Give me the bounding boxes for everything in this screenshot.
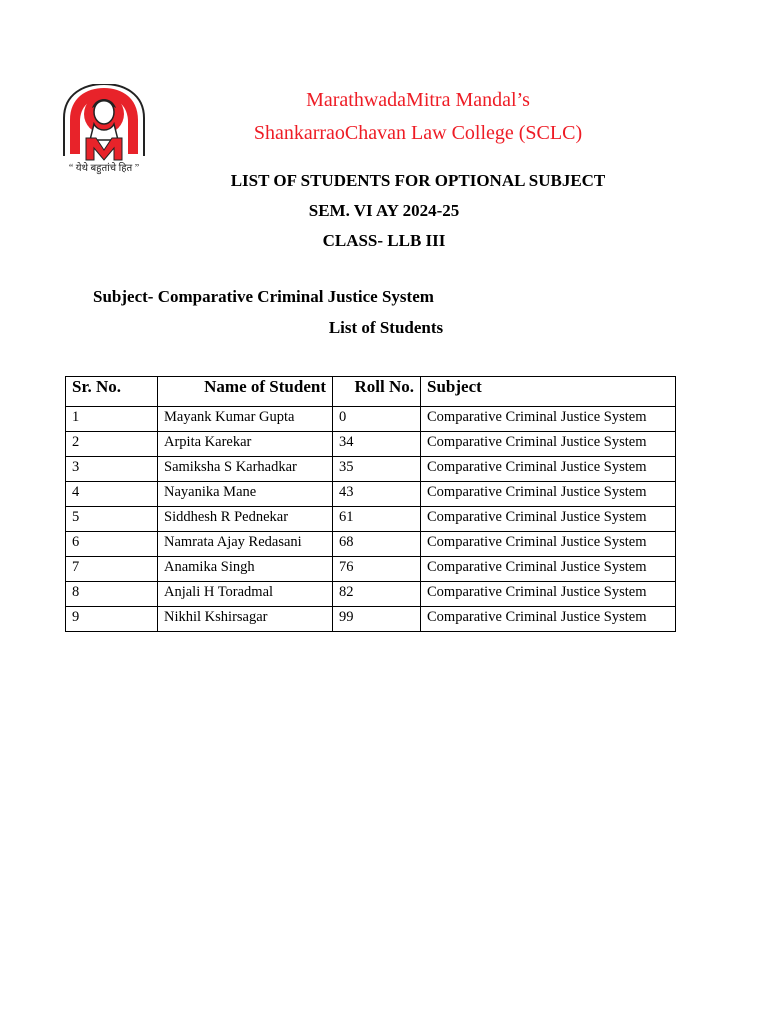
cell-roll-no: 76 [333, 557, 421, 582]
cell-subject: Comparative Criminal Justice System [421, 407, 676, 432]
header-roll-no: Roll No. [333, 377, 421, 407]
cell-sr-no: 7 [66, 557, 158, 582]
table-row [66, 532, 676, 557]
table-row [66, 557, 676, 582]
cell-sr-no: 4 [66, 482, 158, 507]
class-line: CLASS- LLB III [322, 231, 446, 250]
header-student-name: Name of Student [158, 377, 333, 407]
table-row [66, 507, 676, 532]
table-row [66, 607, 676, 632]
cell-roll-no: 0 [333, 407, 421, 432]
cell-subject: Comparative Criminal Justice System [421, 457, 676, 482]
cell-student-name: Anamika Singh [158, 557, 333, 582]
table-header-row [66, 377, 676, 407]
cell-student-name: Nikhil Kshirsagar [158, 607, 333, 632]
list-title: List of Students [328, 318, 444, 337]
cell-student-name: Arpita Karekar [158, 432, 333, 457]
cell-sr-no: 8 [66, 582, 158, 607]
cell-roll-no: 43 [333, 482, 421, 507]
cell-roll-no: 82 [333, 582, 421, 607]
cell-roll-no: 99 [333, 607, 421, 632]
students-table [65, 376, 676, 632]
table-row [66, 482, 676, 507]
cell-subject: Comparative Criminal Justice System [421, 607, 676, 632]
cell-subject: Comparative Criminal Justice System [421, 532, 676, 557]
cell-subject: Comparative Criminal Justice System [421, 582, 676, 607]
logo-motto: “ येथे बहुतांचे हित ” [68, 163, 140, 174]
header-subject: Subject [421, 377, 676, 407]
cell-sr-no: 3 [66, 457, 158, 482]
cell-sr-no: 9 [66, 607, 158, 632]
cell-student-name: Anjali H Toradmal [158, 582, 333, 607]
cell-sr-no: 2 [66, 432, 158, 457]
table-row [66, 407, 676, 432]
college-name: ShankarraoChavan Law College (SCLC) [253, 122, 583, 144]
cell-student-name: Nayanika Mane [158, 482, 333, 507]
cell-subject: Comparative Criminal Justice System [421, 507, 676, 532]
header-sr-no: Sr. No. [66, 377, 158, 407]
semester-line: SEM. VI AY 2024-25 [308, 201, 460, 220]
table-row [66, 582, 676, 607]
cell-sr-no: 5 [66, 507, 158, 532]
subject-heading: Subject- Comparative Criminal Justice System [93, 287, 434, 306]
table-row [66, 457, 676, 482]
cell-subject: Comparative Criminal Justice System [421, 432, 676, 457]
cell-student-name: Siddhesh R Pednekar [158, 507, 333, 532]
cell-student-name: Mayank Kumar Gupta [158, 407, 333, 432]
table-row [66, 432, 676, 457]
cell-student-name: Samiksha S Karhadkar [158, 457, 333, 482]
cell-roll-no: 68 [333, 532, 421, 557]
cell-subject: Comparative Criminal Justice System [421, 482, 676, 507]
cell-roll-no: 35 [333, 457, 421, 482]
cell-subject: Comparative Criminal Justice System [421, 557, 676, 582]
cell-roll-no: 61 [333, 507, 421, 532]
cell-roll-no: 34 [333, 432, 421, 457]
cell-sr-no: 6 [66, 532, 158, 557]
cell-student-name: Namrata Ajay Redasani [158, 532, 333, 557]
cell-sr-no: 1 [66, 407, 158, 432]
org-name: MarathwadaMitra Mandal’s [306, 89, 530, 111]
document-title: LIST OF STUDENTS FOR OPTIONAL SUBJECT [230, 171, 606, 190]
